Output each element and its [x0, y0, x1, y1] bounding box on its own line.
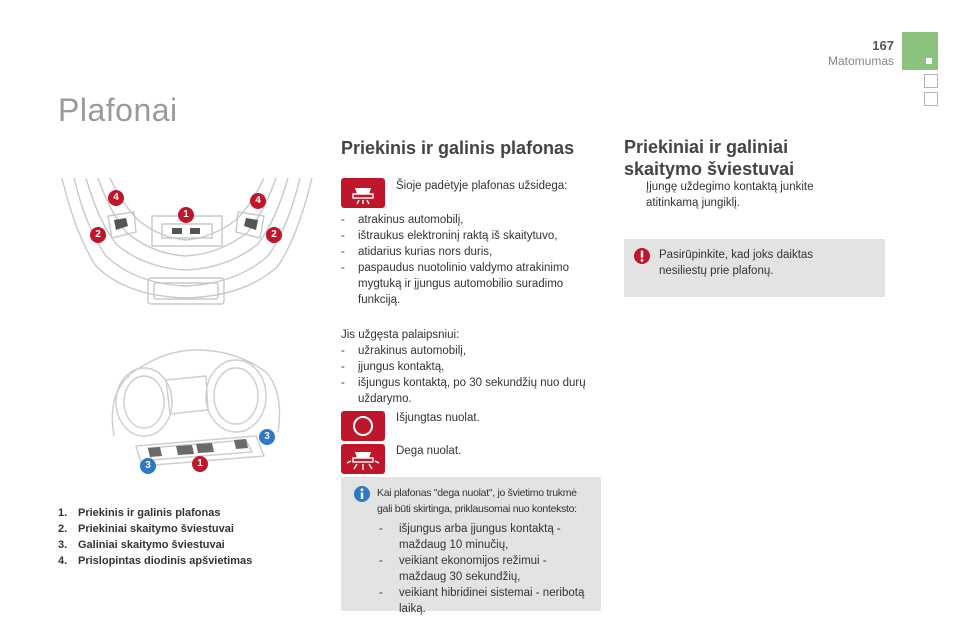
section-tab-empty: [924, 92, 938, 106]
callout-1: 1: [192, 456, 208, 472]
callout-1: 1: [178, 207, 194, 223]
off-intro: Jis užgęsta palaipsniui:: [341, 329, 460, 341]
off-conditions-list: [341, 343, 599, 407]
figure-legend: [58, 505, 252, 569]
mode-on-label: Dega nuolat.: [396, 445, 462, 457]
list-item: - atidarius kurias nors duris,: [341, 244, 599, 260]
info-icon: [353, 485, 371, 503]
reading-lamps-heading: Priekiniai ir galiniai skaitymo šviestuvai: [624, 137, 795, 179]
list-item: - paspaudus nuotolinio valdymo atrakinimo mygtuką ir įjungus automobilio suradimo funkciją.: [341, 260, 599, 308]
list-item: - užrakinus automobilį,: [341, 343, 599, 359]
list-item: - veikiant hibridinei sistemai - neribotą laiką.: [377, 585, 593, 617]
on-intro: Šioje padėtyje plafonas užsidega:: [396, 180, 568, 192]
warning-box: [624, 239, 885, 297]
front-rear-heading: Priekinis ir galinis plafonas: [341, 138, 575, 158]
page-title: Plafonai: [58, 92, 178, 128]
off-circle-icon: [341, 411, 385, 441]
page-number: 167: [872, 38, 894, 53]
front-console-illustration: [56, 176, 318, 316]
legend-item: 3. Galiniai skaitymo šviestuvai: [58, 539, 225, 551]
list-item: - veikiant ekonomijos režimui - maždaug 30 sekundžių,: [377, 553, 593, 585]
list-item: - atrakinus automobilį,: [341, 212, 599, 228]
info-list: [377, 521, 593, 617]
callout-2: 2: [266, 227, 282, 243]
warning-icon: [633, 247, 651, 265]
warning-text: Pasirūpinkite, kad joks daiktas nesiliestų prie plafonų.: [659, 249, 814, 277]
section-tab-empty: [924, 74, 938, 88]
door-lamp-icon: [341, 178, 385, 208]
callout-2: 2: [90, 227, 106, 243]
callout-3: 3: [259, 429, 275, 445]
lamp-on-icon: [341, 444, 385, 474]
duration-info-box: [341, 477, 601, 615]
legend-item: 1. Priekinis ir galinis plafonas: [58, 507, 221, 519]
list-item: - išjungus kontaktą, po 30 sekundžių nuo durų uždarymo.: [341, 375, 599, 407]
callout-3: 3: [140, 458, 156, 474]
list-item: - išjungus arba įjungus kontaktą - maždaug 10 minučių,: [377, 521, 593, 553]
info-title: Kai plafonas "dega nuolat", jo švietimo trukmė gali būti skirtinga, priklausomai nuo konteksto:: [377, 487, 577, 515]
callout-4: 4: [108, 190, 124, 206]
legend-item: 4. Prislopintas diodinis apšvietimas: [58, 555, 253, 567]
section-tab: [902, 32, 938, 70]
mode-off-label: Išjungtas nuolat.: [396, 412, 480, 424]
on-conditions-list: [341, 212, 599, 308]
reading-lamps-instruction: Įjungę uždegimo kontaktą junkite atitinkamą jungiklį.: [646, 181, 814, 209]
rear-console-illustration: [96, 340, 292, 476]
legend-item: 2. Priekiniai skaitymo šviestuvai: [58, 523, 234, 535]
list-item: - ištraukus elektroninį raktą iš skaitytuvo,: [341, 228, 599, 244]
list-item: - įjungus kontaktą,: [341, 359, 599, 375]
callout-4: 4: [250, 193, 266, 209]
section-name: Matomumas: [827, 54, 894, 68]
